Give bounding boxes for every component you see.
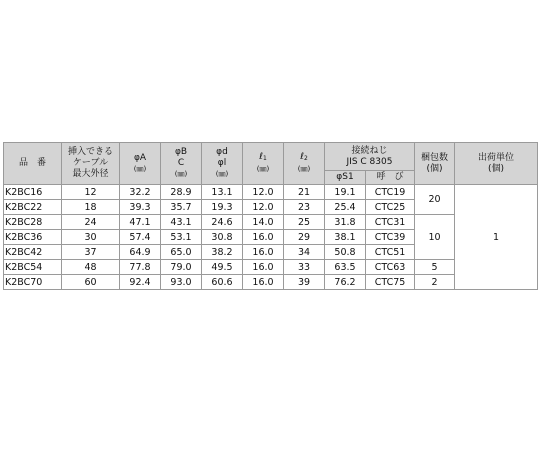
header-l2	[284, 143, 325, 185]
header-phi-a	[120, 143, 161, 185]
header-thread-standard: JIS C 8305	[346, 156, 393, 167]
header-phi-s1-label: φS1	[336, 172, 354, 182]
cell-l1: 16.0	[243, 245, 284, 260]
cell-l1: 16.0	[243, 230, 284, 245]
cell-cable: 37	[62, 245, 120, 260]
cell-model: K2BC28	[4, 215, 62, 230]
cell-l2: 39	[284, 275, 325, 290]
cell-cable: 18	[62, 200, 120, 215]
header-phi-l: φl	[217, 158, 227, 168]
header-l2-unit: (㎜)	[297, 165, 311, 173]
cell-l1: 12.0	[243, 185, 284, 200]
header-cable-line3: 最大外径	[72, 169, 109, 179]
cell-cable: 30	[62, 230, 120, 245]
header-cable-line1: 挿入できる	[67, 147, 113, 157]
header-l1-unit: (㎜)	[256, 165, 270, 173]
header-phi-a-unit: (㎜)	[133, 164, 147, 173]
header-pack-qty	[415, 143, 455, 185]
cell-cable: 60	[62, 275, 120, 290]
cell-l2: 29	[284, 230, 325, 245]
cell-phi-a: 47.1	[120, 215, 161, 230]
cell-designation: CTC51	[366, 245, 415, 260]
header-part-no	[4, 143, 62, 185]
header-pack-qty-label: 梱包数	[420, 152, 448, 163]
table-row	[4, 185, 538, 200]
cell-phi-d: 38.2	[202, 245, 243, 260]
header-phi-a-label: φA	[133, 152, 147, 163]
cell-designation: CTC75	[366, 275, 415, 290]
cell-model: K2BC54	[4, 260, 62, 275]
cell-phi-b: 43.1	[161, 215, 202, 230]
header-l2-sub: 2	[303, 155, 308, 162]
header-l1-main: ℓ	[259, 152, 263, 162]
header-l1-label	[243, 152, 283, 164]
cell-phi-s1: 31.8	[325, 215, 366, 230]
cell-phi-d: 30.8	[202, 230, 243, 245]
cell-phi-a: 39.3	[120, 200, 161, 215]
header-l2-main: ℓ	[300, 152, 304, 162]
cell-l2: 21	[284, 185, 325, 200]
cell-designation: CTC25	[366, 200, 415, 215]
header-phi-b-label: φB	[174, 147, 188, 157]
cell-l1: 12.0	[243, 200, 284, 215]
cell-phi-a: 32.2	[120, 185, 161, 200]
cell-designation: CTC39	[366, 230, 415, 245]
cell-ship-unit: 1	[455, 185, 538, 290]
header-pack-qty-unit: (個)	[426, 163, 443, 174]
cell-phi-a: 77.8	[120, 260, 161, 275]
header-phi-s1	[325, 171, 366, 185]
cell-designation: CTC63	[366, 260, 415, 275]
cell-phi-d: 49.5	[202, 260, 243, 275]
cell-cable: 24	[62, 215, 120, 230]
cell-l1: 16.0	[243, 260, 284, 275]
cell-phi-b: 79.0	[161, 260, 202, 275]
spec-table	[3, 142, 538, 290]
cell-phi-s1: 25.4	[325, 200, 366, 215]
cell-l2: 25	[284, 215, 325, 230]
header-phi-b-unit: (㎜)	[174, 170, 188, 178]
header-l1	[243, 143, 284, 185]
cell-phi-s1: 76.2	[325, 275, 366, 290]
cell-phi-d: 13.1	[202, 185, 243, 200]
header-thread-label: 接続ねじ	[351, 145, 388, 156]
cell-designation: CTC19	[366, 185, 415, 200]
cell-phi-a: 57.4	[120, 230, 161, 245]
cell-phi-d: 24.6	[202, 215, 243, 230]
cell-pack-qty: 5	[415, 260, 455, 275]
cell-phi-s1: 38.1	[325, 230, 366, 245]
header-designation	[366, 171, 415, 185]
header-l1-sub: 1	[262, 155, 267, 162]
cell-cable: 48	[62, 260, 120, 275]
cell-phi-b: 93.0	[161, 275, 202, 290]
header-ship-unit-unit: (個)	[487, 163, 505, 174]
cell-model: K2BC42	[4, 245, 62, 260]
cell-phi-d: 60.6	[202, 275, 243, 290]
header-designation-label: 呼 び	[376, 172, 404, 182]
header-phi-d-label: φd	[216, 147, 228, 157]
header-phi-b	[161, 143, 202, 185]
header-ship-unit	[455, 143, 538, 185]
cell-cable: 12	[62, 185, 120, 200]
cell-model: K2BC22	[4, 200, 62, 215]
cell-phi-s1: 50.8	[325, 245, 366, 260]
cell-l1: 14.0	[243, 215, 284, 230]
cell-l2: 23	[284, 200, 325, 215]
cell-phi-a: 92.4	[120, 275, 161, 290]
cell-pack-qty: 2	[415, 275, 455, 290]
header-phi-d	[202, 143, 243, 185]
table-header	[4, 143, 538, 185]
cell-model: K2BC36	[4, 230, 62, 245]
header-cable-max-diameter	[62, 143, 120, 185]
header-l2-label	[284, 152, 324, 164]
cell-designation: CTC31	[366, 215, 415, 230]
cell-l2: 34	[284, 245, 325, 260]
cell-phi-a: 64.9	[120, 245, 161, 260]
cell-phi-s1: 19.1	[325, 185, 366, 200]
cell-phi-b: 53.1	[161, 230, 202, 245]
header-phi-b-c: C	[177, 158, 185, 168]
header-connection-thread	[325, 143, 415, 171]
table-body	[4, 185, 538, 290]
cell-phi-b: 28.9	[161, 185, 202, 200]
cell-pack-qty: 10	[415, 215, 455, 260]
cell-model: K2BC16	[4, 185, 62, 200]
cell-phi-d: 19.3	[202, 200, 243, 215]
header-ship-unit-label: 出荷単位	[477, 152, 514, 163]
cell-phi-b: 35.7	[161, 200, 202, 215]
cell-phi-s1: 63.5	[325, 260, 366, 275]
header-part-no-label: 品 番	[18, 158, 46, 168]
cell-phi-b: 65.0	[161, 245, 202, 260]
cell-l1: 16.0	[243, 275, 284, 290]
cell-pack-qty: 20	[415, 185, 455, 215]
cell-model: K2BC70	[4, 275, 62, 290]
header-cable-line2: ケーブル	[72, 158, 109, 168]
cell-l2: 33	[284, 260, 325, 275]
header-phi-d-unit: (㎜)	[215, 170, 229, 178]
